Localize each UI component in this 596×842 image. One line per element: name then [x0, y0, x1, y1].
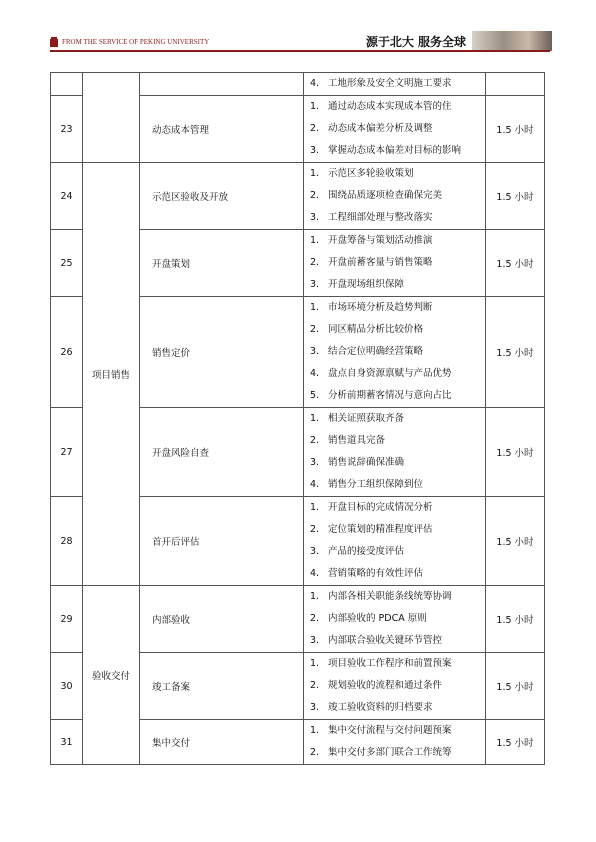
row-number: 28 — [51, 497, 83, 586]
list-item: 3. 掌握动态成本偏差对目标的影响 — [310, 145, 462, 156]
list-item: 1. 示范区多轮验收策划 — [310, 168, 414, 179]
list-item: 3. 内部联合验收关键环节管控 — [310, 635, 443, 646]
table-row — [51, 73, 545, 96]
content-list — [304, 497, 486, 586]
header-right-text: 源于北大 服务全球 — [365, 35, 466, 49]
category-cell: 验收交付 — [83, 586, 140, 765]
list-item: 1. 开盘目标的完成情况分析 — [310, 502, 433, 513]
category-cell — [83, 73, 140, 163]
module-name: 示范区验收及开放 — [140, 163, 304, 230]
content-list — [304, 653, 486, 720]
row-number — [51, 73, 83, 96]
module-name: 开盘风险自查 — [140, 408, 304, 497]
list-item: 1. 相关证照获取齐备 — [310, 413, 405, 424]
list-item: 2. 开盘前蓄客量与销售策略 — [310, 257, 433, 268]
content-list — [304, 720, 486, 765]
duration-cell — [486, 73, 545, 96]
row-number: 25 — [51, 230, 83, 297]
list-item: 3. 结合定位明确经营策略 — [310, 346, 424, 357]
duration-cell: 1.5 小时 — [486, 653, 545, 720]
list-item: 2. 动态成本偏差分析及调整 — [310, 123, 433, 134]
list-item: 3. 产品的接受度评估 — [310, 546, 405, 557]
list-item: 2. 销售道具完备 — [310, 435, 386, 446]
list-item: 2. 规划验收的流程和通过条件 — [310, 680, 443, 691]
module-name: 开盘策划 — [140, 230, 304, 297]
category-cell: 项目销售 — [83, 163, 140, 586]
list-item: 1. 开盘筹备与策划活动推演 — [310, 235, 433, 246]
course-table — [50, 72, 545, 765]
header-gate-image — [472, 31, 552, 51]
module-name: 销售定价 — [140, 297, 304, 408]
list-item: 4. 销售分工组织保障到位 — [310, 479, 424, 490]
table-row — [51, 586, 545, 653]
module-name — [140, 73, 304, 96]
peking-university-logo-icon — [50, 37, 58, 47]
list-item: 2. 定位策划的精准程度评估 — [310, 524, 433, 535]
content-list — [304, 230, 486, 297]
row-number: 31 — [51, 720, 83, 765]
row-number: 24 — [51, 163, 83, 230]
list-item: 2. 内部验收的 PDCA 原则 — [310, 613, 427, 624]
content-list — [304, 586, 486, 653]
row-number: 29 — [51, 586, 83, 653]
list-item: 2. 围绕品质逐项检查确保完美 — [310, 190, 443, 201]
list-item: 3. 工程细部处理与整改落实 — [310, 212, 433, 223]
list-item: 3. 竣工验收资料的归档要求 — [310, 702, 433, 713]
duration-cell: 1.5 小时 — [486, 96, 545, 163]
content-list — [304, 163, 486, 230]
list-item: 4. 营销策略的有效性评估 — [310, 568, 424, 579]
list-item: 1. 内部各相关职能条线统筹协调 — [310, 591, 452, 602]
duration-cell: 1.5 小时 — [486, 720, 545, 765]
duration-cell: 1.5 小时 — [486, 497, 545, 586]
header-divider — [50, 50, 550, 52]
row-number: 26 — [51, 297, 83, 408]
row-number: 23 — [51, 96, 83, 163]
content-list — [304, 73, 486, 96]
duration-cell: 1.5 小时 — [486, 586, 545, 653]
content-list — [304, 96, 486, 163]
module-name: 首开后评估 — [140, 497, 304, 586]
table-row — [51, 163, 545, 230]
list-item: 5. 分析前期蓄客情况与意向占比 — [310, 390, 452, 401]
list-item: 4. 盘点自身资源禀赋与产品优势 — [310, 368, 452, 379]
module-name: 内部验收 — [140, 586, 304, 653]
duration-cell: 1.5 小时 — [486, 297, 545, 408]
list-item: 1. 项目验收工作程序和前置预案 — [310, 658, 452, 669]
list-item: 3. 开盘现场组织保障 — [310, 279, 405, 290]
list-item: 1. 通过动态成本实现成本管的住 — [310, 101, 452, 112]
module-name: 集中交付 — [140, 720, 304, 765]
row-number: 30 — [51, 653, 83, 720]
duration-cell: 1.5 小时 — [486, 230, 545, 297]
content-list — [304, 297, 486, 408]
page-header — [0, 0, 596, 60]
list-item: 1. 市场环境分析及趋势判断 — [310, 302, 433, 313]
duration-cell: 1.5 小时 — [486, 408, 545, 497]
content-list — [304, 408, 486, 497]
header-left-text: FROM THE SERVICE OF PEKING UNIVERSITY — [62, 38, 210, 46]
list-item: 4. 工地形象及安全文明施工要求 — [310, 78, 452, 89]
list-item: 1. 集中交付流程与交付问题预案 — [310, 725, 452, 736]
module-name: 竣工备案 — [140, 653, 304, 720]
list-item: 3. 销售说辞确保准确 — [310, 457, 405, 468]
list-item: 2. 集中交付多部门联合工作统筹 — [310, 747, 452, 758]
module-name: 动态成本管理 — [140, 96, 304, 163]
duration-cell: 1.5 小时 — [486, 163, 545, 230]
row-number: 27 — [51, 408, 83, 497]
list-item: 2. 同区精品分析比较价格 — [310, 324, 424, 335]
